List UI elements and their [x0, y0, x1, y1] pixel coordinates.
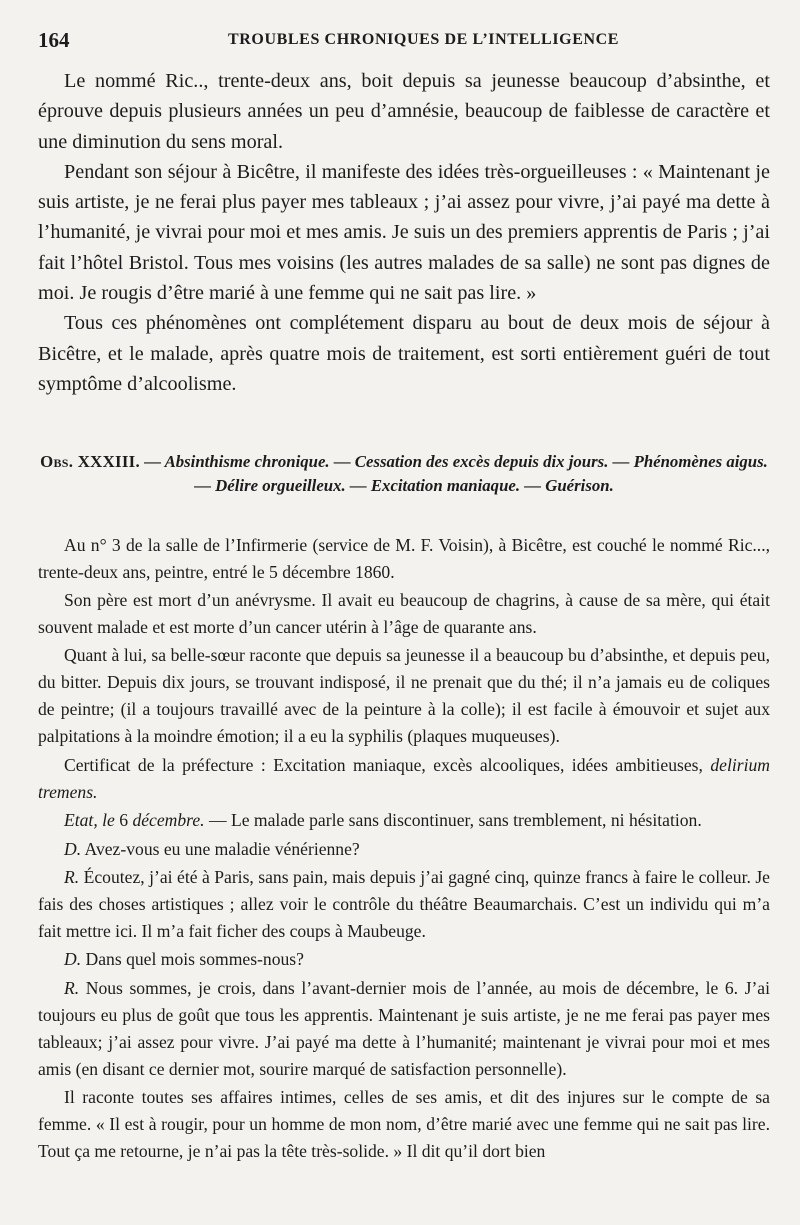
- paragraph: Il raconte toutes ses affaires intimes, celles de ses amis, et dit des injures sur le compte de sa femme. « Il est à rougir, pour un homme de mon nom, d’être marié avec une femme qui ne sait pas lire. Tout ça me retourne, je n’ai pas la tête très-solide. » Il dit qu’il dort bien: [38, 1087, 770, 1161]
- question-marker: D.: [64, 949, 82, 970]
- question-text: Avez-vous eu une maladie vénérienne?: [84, 838, 360, 859]
- paragraph: Au n° 3 de la salle de l’Infirmerie (service de M. F. Voisin), à Bicêtre, est couché le nommé Ric..., trente-deux ans, peintre, entré le 5 décembre 1860.: [38, 534, 770, 582]
- paragraph: [38, 752, 770, 806]
- answer-marker: R.: [64, 867, 80, 888]
- state-text: — Le malade parle sans discontinuer, sans tremblement, ni hésitation.: [208, 810, 702, 831]
- dialogue-question: [38, 836, 770, 863]
- observation-heading: [38, 450, 770, 498]
- running-title: TROUBLES CHRONIQUES DE L’INTELLIGENCE: [228, 31, 620, 48]
- page-header: [38, 28, 770, 54]
- certificate-diagnosis: delirium tremens.: [38, 754, 770, 802]
- date-prefix: le: [102, 810, 115, 831]
- paragraph: Quant à lui, sa belle-sœur raconte que depuis sa jeunesse il a beaucoup bu d’absinthe, et depuis peu, du bitter. Depuis dix jours, se trouvant indisposé, il ne prenait que du thé; il n’a jamais eu de coliques de peintre; (il a toujours travaillé avec de la peinture à la colle); il est facile à émouvoir et sujet aux palpitations à la moindre émotion; il a eu la syphilis (plaques muqueuses).: [38, 645, 770, 747]
- answer-text: Nous sommes, je crois, dans l’avant-dernier mois de l’année, au mois de décembre, le 6. J’ai toujours eu plus de goût que tous les apprentis. Maintenant je suis artiste, je ne me ferai pas payer mes tableaux; j’ai assez pour vivre. J’ai payé ma dette à l’humanité; maintenant je vivrai pour moi et mes amis (en disant ce dernier mot, sourire marqué de satisfaction personnelle).: [38, 977, 770, 1079]
- observation-body: [38, 530, 770, 1165]
- dialogue-answer: [38, 975, 770, 1083]
- case-summary: [38, 66, 770, 399]
- date-day: 6: [119, 810, 129, 831]
- question-text: Dans quel mois sommes-nous?: [85, 949, 304, 970]
- dialogue-answer: [38, 864, 770, 945]
- answer-text: Écoutez, j’ai été à Paris, sans pain, mais depuis j’ai gagné cinq, quinze francs à faire le colleur. Je fais des choses artistiques ; allez voir le contrôle du théâtre Beaumarchais. C’est un individu qui m’a fait mettre ici. Il m’a fait ficher des coups à Maubeuge.: [38, 867, 770, 941]
- paragraph: Le nommé Ric.., trente-deux ans, boit depuis sa jeunesse beaucoup d’absinthe, et éprouve depuis plusieurs années un peu d’amnésie, beaucoup de faiblesse de caractère et une diminution du sens moral.: [38, 70, 770, 153]
- certificate-text: Certificat de la préfecture : Excitation maniaque, excès alcooliques, idées ambitieuses,: [64, 754, 703, 775]
- observation-title: — Absinthisme chronique. — Cessation des excès depuis dix jours. — Phénomènes aigus. — Délire orgueilleux. — Excitation maniaque. — Guérison.: [144, 452, 768, 495]
- paragraph: Pendant son séjour à Bicêtre, il manifeste des idées très-orgueilleuses : « Maintenant je suis artiste, je ne ferai plus payer mes tableaux ; j’ai assez pour vivre, j’ai payé ma dette à l’humanité, je vivrai pour moi et mes amis. Je suis un des premiers apprentis de Paris ; j’ai fait l’hôtel Bristol. Tous mes voisins (les autres malades de sa salle) ne sont pas dignes de moi. Je rougis d’être marié à une femme qui ne sait pas lire. »: [38, 160, 770, 305]
- paragraph: Tous ces phénomènes ont complétement disparu au bout de deux mois de séjour à Bicêtre, et le malade, après quatre mois de traitement, est sorti entièrement guéri de tout symptôme d’alcoolisme.: [38, 312, 770, 395]
- paragraph: [38, 807, 770, 834]
- page-number: 164: [38, 28, 70, 52]
- state-label: Etat,: [64, 810, 98, 831]
- paragraph: Son père est mort d’un anévrysme. Il avait eu beaucoup de chagrins, à cause de sa mère, qui était souvent malade et est morte d’un cancer utérin à l’âge de quarante ans.: [38, 590, 770, 637]
- question-marker: D.: [64, 838, 82, 859]
- dialogue-question: [38, 946, 770, 973]
- answer-marker: R.: [64, 977, 80, 998]
- observation-label: Obs. XXXIII.: [40, 452, 141, 471]
- date-month: décembre.: [132, 810, 205, 831]
